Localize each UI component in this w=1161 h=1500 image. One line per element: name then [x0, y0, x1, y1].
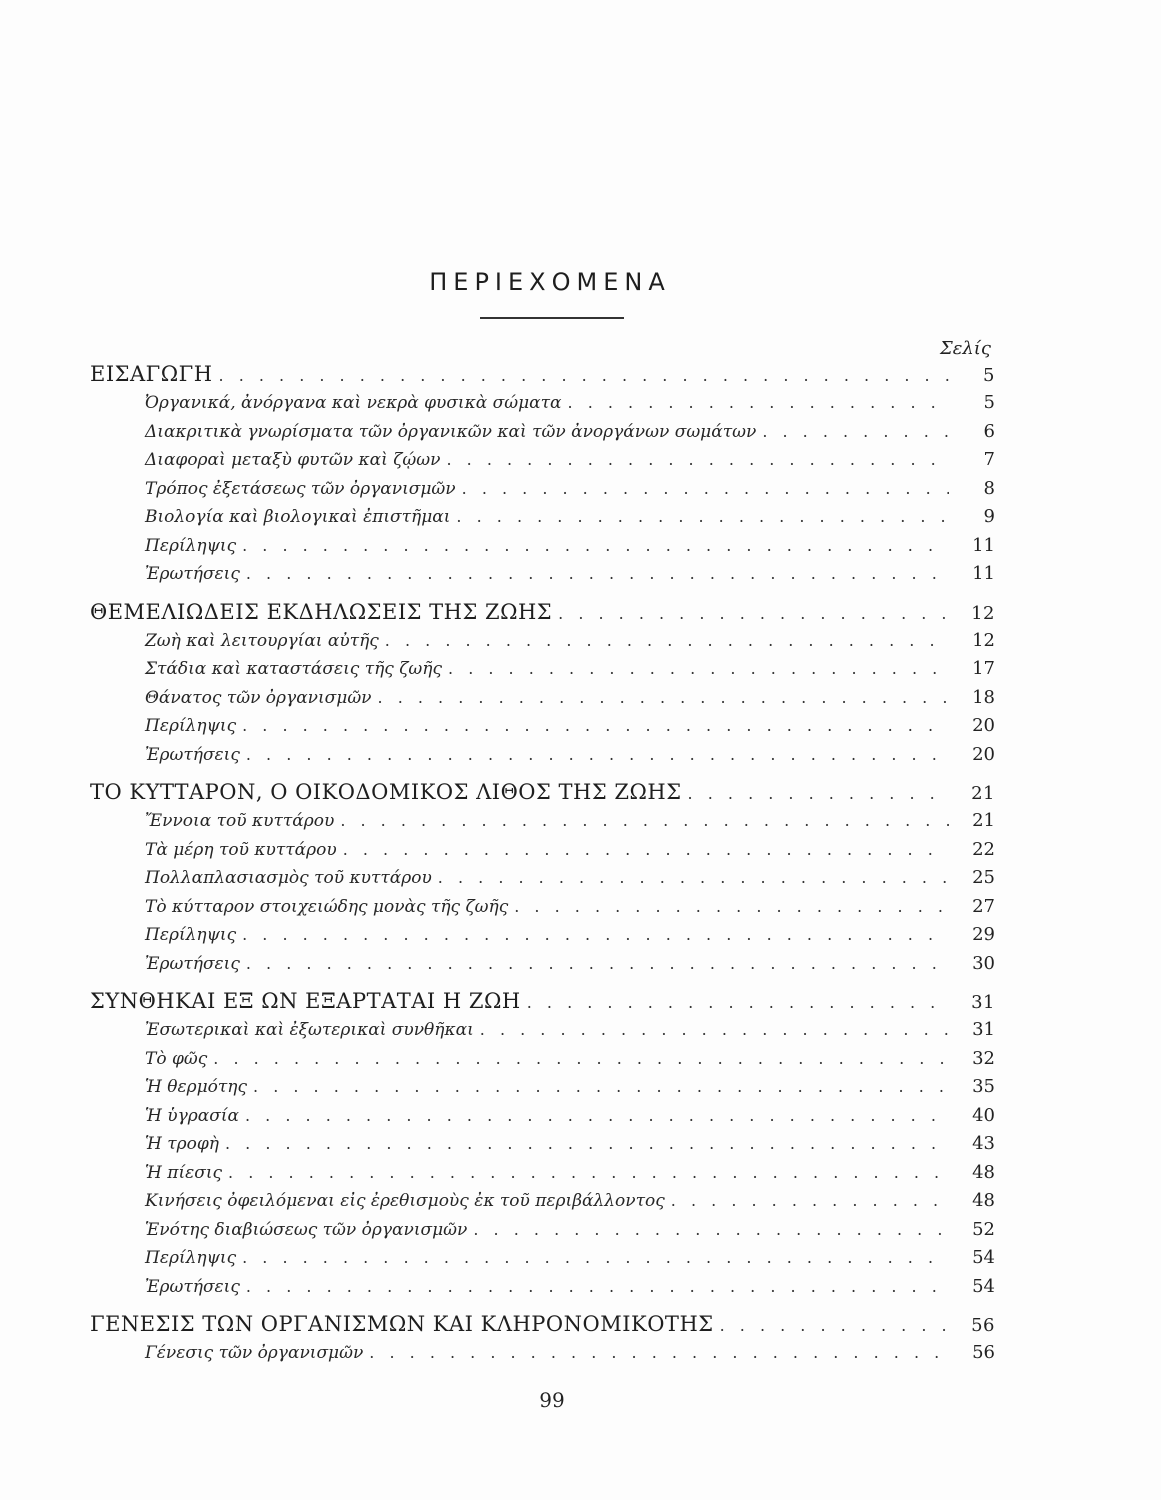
toc-chapter-entry [90, 989, 995, 1019]
page-reference: 48 [972, 1161, 995, 1183]
section-title: Διαφοραὶ μεταξὺ φυτῶν καὶ ζῴων [145, 450, 441, 470]
toc-section-entry [90, 1162, 995, 1191]
toc-section-entry [90, 1019, 995, 1048]
dot-leader [369, 1343, 949, 1362]
toc-section-entry [90, 687, 995, 716]
toc-section-entry [90, 896, 995, 925]
dot-leader [242, 716, 949, 735]
page-reference: 21 [971, 783, 995, 804]
toc-chapter-entry [90, 780, 995, 810]
chapter-title: ΕΙΣΑΓΩΓΗ [90, 362, 213, 386]
toc-section-entry [90, 392, 995, 421]
section-title: Ἡ τροφὴ [145, 1134, 219, 1154]
dot-leader [228, 1163, 949, 1182]
toc-section-entry [90, 421, 995, 450]
section-title: Τὸ κύτταρον στοιχειώδης μονὰς τῆς ζωῆς [145, 896, 509, 917]
page-reference: 29 [972, 924, 995, 945]
section-title: Βιολογία καὶ βιολογικαὶ ἐπιστῆμαι [145, 507, 451, 527]
table-of-contents [90, 362, 995, 1371]
dot-leader [242, 536, 949, 555]
page-reference: 30 [972, 952, 995, 974]
section-title: Περίληψις [145, 716, 237, 736]
dot-leader [527, 993, 949, 1012]
dot-leader [245, 1106, 949, 1125]
chapter-title: ΘΕΜΕΛΙΩΔΕΙΣ ΕΚΔΗΛΩΣΕΙΣ ΤΗΣ ΖΩΗΣ [90, 599, 553, 624]
dot-leader [720, 1316, 949, 1335]
page-reference: 52 [972, 1218, 995, 1240]
toc-section-entry [90, 1342, 995, 1371]
section-title: Περίληψις [145, 1248, 237, 1268]
dot-leader [385, 631, 949, 650]
page-number: 99 [539, 1388, 565, 1412]
toc-section-entry [90, 924, 995, 953]
pages-column-label: Σελίς [940, 338, 991, 359]
page-reference: 12 [971, 602, 995, 624]
section-title: Κινήσεις ὀφειλόμεναι εἰς ἐρεθισμοὺς ἐκ τοῦ περιβάλλοντος [145, 1191, 665, 1211]
toc-section-entry [90, 867, 995, 896]
dot-leader [340, 811, 949, 830]
dot-leader [246, 1277, 949, 1296]
section-title: Ἡ θερμότης [145, 1077, 248, 1097]
page-reference: 35 [972, 1076, 995, 1097]
toc-chapter-entry [90, 600, 995, 630]
dot-leader [514, 897, 949, 916]
page-reference: 20 [972, 715, 995, 736]
dot-leader [378, 688, 949, 707]
dot-leader [688, 784, 949, 803]
dot-leader [246, 954, 949, 973]
page-reference: 12 [972, 629, 995, 651]
page-reference: 8 [983, 477, 995, 499]
section-title: Τὸ φῶς [145, 1048, 208, 1069]
page-reference: 18 [972, 686, 995, 708]
dot-leader [253, 1077, 949, 1096]
section-title: Τὰ μέρη τοῦ κυττάρου [145, 839, 337, 860]
page-reference: 31 [971, 992, 995, 1013]
toc-section-entry [90, 1190, 995, 1219]
toc-section-entry [90, 1276, 995, 1305]
page-reference: 9 [983, 506, 995, 527]
page-reference: 54 [972, 1275, 995, 1297]
toc-section-entry [90, 1076, 995, 1105]
page-reference: 5 [983, 365, 995, 386]
dot-leader [480, 1020, 949, 1039]
dot-leader [219, 366, 949, 385]
page-reference: 25 [972, 867, 995, 888]
dot-leader [242, 925, 949, 944]
dot-leader [671, 1191, 949, 1210]
toc-section-entry [90, 1219, 995, 1248]
toc-section-entry [90, 535, 995, 564]
page-reference: 32 [972, 1047, 995, 1069]
toc-section-entry [90, 478, 995, 507]
page-reference: 43 [972, 1133, 995, 1154]
section-title: Θάνατος τῶν ὀργανισμῶν [145, 687, 372, 708]
dot-leader [438, 868, 949, 887]
toc-section-entry [90, 506, 995, 535]
toc-section-entry [90, 953, 995, 982]
page-title: ΠΕΡΙΕΧΟΜΕΝΑ [429, 268, 671, 296]
section-title: Τρόπος ἐξετάσεως τῶν ὀργανισμῶν [145, 478, 456, 499]
toc-section-entry [90, 1247, 995, 1276]
dot-leader [762, 422, 949, 441]
section-title: Ἐρωτήσεις [145, 744, 240, 765]
title-underline [480, 317, 624, 319]
section-title: Διακριτικὰ γνωρίσματα τῶν ὀργανικῶν καὶ τῶν ἀνοργάνων σωμάτων [145, 421, 757, 442]
section-title: Περίληψις [145, 925, 237, 945]
toc-chapter-entry [90, 1312, 995, 1342]
dot-leader [558, 604, 949, 623]
page-reference: 11 [972, 534, 995, 556]
page-reference: 11 [972, 563, 995, 584]
toc-section-entry [90, 449, 995, 478]
page-reference: 56 [972, 1342, 995, 1363]
page-reference: 5 [983, 392, 995, 413]
page-reference: 27 [972, 895, 995, 917]
chapter-title: ΣΥΝΘΗΚΑΙ ΕΞ ΩΝ ΕΞΑΡΤΑΤΑΙ Η ΖΩΗ [90, 989, 521, 1013]
page-reference: 17 [972, 658, 995, 679]
dot-leader [246, 564, 949, 583]
toc-section-entry [90, 1105, 995, 1134]
dot-leader [448, 659, 949, 678]
page-reference: 40 [972, 1104, 995, 1126]
section-title: Ἔννοια τοῦ κυττάρου [145, 811, 335, 831]
dot-leader [462, 479, 949, 498]
section-title: Πολλαπλασιασμὸς τοῦ κυττάρου [145, 868, 432, 888]
page-reference: 56 [971, 1315, 995, 1336]
toc-section-entry [90, 810, 995, 839]
page-reference: 7 [983, 449, 995, 470]
page-reference: 6 [983, 420, 995, 442]
page-reference: 21 [972, 810, 995, 831]
section-title: Ὀργανικά, ἀνόργανα καὶ νεκρὰ φυσικὰ σώματα [145, 393, 562, 413]
dot-leader [225, 1134, 949, 1153]
page-reference: 54 [972, 1247, 995, 1268]
toc-section-entry [90, 839, 995, 868]
dot-leader [568, 393, 949, 412]
toc-section-entry [90, 744, 995, 773]
section-title: Περίληψις [145, 535, 237, 556]
chapter-title: ΓΕΝΕΣΙΣ ΤΩΝ ΟΡΓΑΝΙΣΜΩΝ ΚΑΙ ΚΛΗΡΟΝΟΜΙΚΟΤΗΣ [90, 1312, 714, 1336]
section-title: Ζωὴ καὶ λειτουργίαι αὐτῆς [145, 630, 379, 651]
toc-section-entry [90, 658, 995, 687]
section-title: Ἐσωτερικαὶ καὶ ἐξωτερικαὶ συνθῆκαι [145, 1020, 474, 1040]
dot-leader [456, 507, 949, 526]
page-reference: 48 [972, 1190, 995, 1211]
section-title: Ἡ πίεσις [145, 1162, 223, 1183]
chapter-title: ΤΟ ΚΥΤΤΑΡΟΝ, Ο ΟΙΚΟΔΟΜΙΚΟΣ ΛΙΘΟΣ ΤΗΣ ΖΩΗΣ [90, 780, 682, 804]
dot-leader [473, 1220, 949, 1239]
section-title: Ἐρωτήσεις [145, 564, 240, 584]
section-title: Γένεσις τῶν ὀργανισμῶν [145, 1343, 364, 1363]
dot-leader [246, 745, 949, 764]
page-reference: 31 [972, 1019, 995, 1040]
dot-leader [446, 450, 949, 469]
toc-section-entry [90, 563, 995, 592]
toc-section-entry [90, 1048, 995, 1077]
section-title: Ἐρωτήσεις [145, 1276, 240, 1297]
page-reference: 20 [972, 743, 995, 765]
section-title: Στάδια καὶ καταστάσεις τῆς ζωῆς [145, 659, 443, 679]
page-reference: 22 [972, 838, 995, 860]
section-title: Ἑνότης διαβιώσεως τῶν ὀργανισμῶν [145, 1219, 468, 1240]
section-title: Ἡ ὑγρασία [145, 1105, 239, 1126]
dot-leader [213, 1049, 949, 1068]
toc-chapter-entry [90, 362, 995, 392]
toc-section-entry [90, 715, 995, 744]
dot-leader [242, 1248, 949, 1267]
section-title: Ἐρωτήσεις [145, 953, 240, 974]
toc-section-entry [90, 1133, 995, 1162]
toc-section-entry [90, 630, 995, 659]
dot-leader [343, 840, 949, 859]
